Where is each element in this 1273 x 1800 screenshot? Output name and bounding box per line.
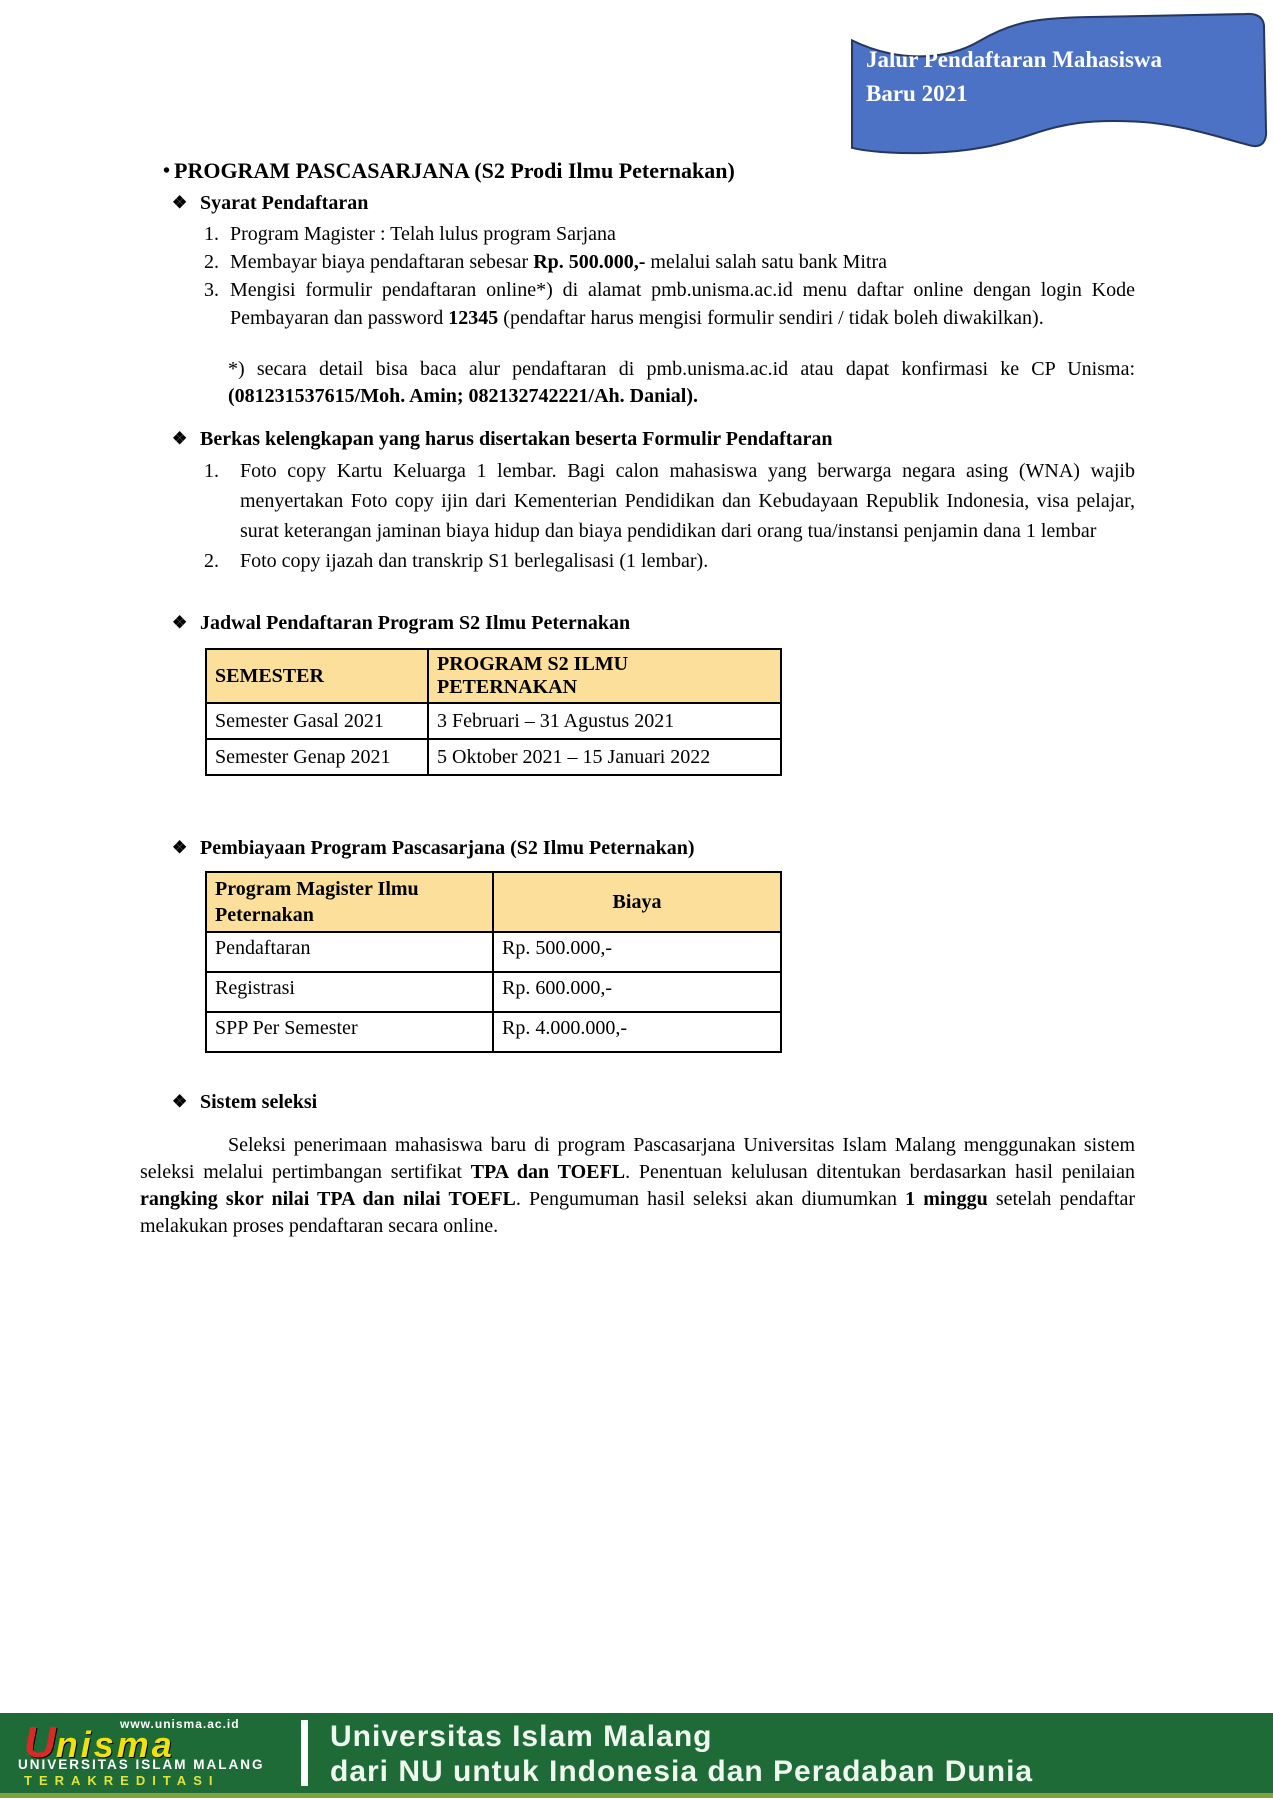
berkas-heading-row <box>140 426 1135 452</box>
list-item-text: Foto copy ijazah dan transkrip S1 berlegalisasi (1 lembar). <box>240 550 709 572</box>
table-cell: 3 Februari – 31 Agustus 2021 <box>428 703 781 739</box>
footer <box>0 1713 1273 1800</box>
table-cell: Rp. 600.000,- <box>493 972 781 1012</box>
list-number: 3. <box>204 279 219 301</box>
jadwal-table <box>205 648 782 776</box>
list-item-text: Foto copy Kartu Keluarga 1 lembar. Bagi calon mahasiswa yang berwarga negara asing (WNA) wajib menyertakan Foto copy ijin dari Kementerian Pendidikan dan Kebudayaan Republik Indonesia, visa pelajar, surat keterangan jaminan biaya hidup dan biaya pendidikan dari orang tua/instansi penjamin dana 1 lembar <box>240 460 1135 542</box>
logo-text-nisma: nisma <box>55 1724 175 1765</box>
table-row <box>206 932 781 972</box>
list-item-text: Program Magister : Telah lulus program Sarjana <box>230 223 616 245</box>
logo-accreditation: TERAKREDITASI <box>24 1773 220 1788</box>
syarat-heading: Syarat Pendaftaran <box>200 192 369 214</box>
list-item <box>140 248 1135 276</box>
document-content <box>140 158 1135 1240</box>
table-cell: Pendaftaran <box>206 932 493 972</box>
banner-title-line1: Jalur Pendaftaran Mahasiswa <box>866 47 1163 72</box>
title-banner <box>848 10 1270 162</box>
table-row <box>206 739 781 775</box>
main-heading: PROGRAM PASCASARJANA (S2 Prodi Ilmu Peternakan) <box>174 158 735 183</box>
diamond-icon: ❖ <box>172 613 188 632</box>
table-header-cell: Biaya <box>493 872 781 932</box>
berkas-heading: Berkas kelengkapan yang harus disertakan beserta Formulir Pendaftaran <box>200 428 833 450</box>
logo-university-name: UNIVERSITAS ISLAM MALANG <box>18 1757 265 1772</box>
list-item <box>140 276 1135 332</box>
table-cell: SPP Per Semester <box>206 1012 493 1052</box>
table-header-cell: PROGRAM S2 ILMU PETERNAKAN <box>428 649 781 703</box>
banner-title-line2: Baru 2021 <box>866 81 968 106</box>
table-header-cell: Program Magister Ilmu Peternakan <box>206 872 493 932</box>
list-item <box>140 546 1135 576</box>
table-cell: Rp. 4.000.000,- <box>493 1012 781 1052</box>
table-cell: 5 Oktober 2021 – 15 Januari 2022 <box>428 739 781 775</box>
table-cell: Semester Gasal 2021 <box>206 703 428 739</box>
diamond-icon: ❖ <box>172 838 188 857</box>
list-item-text: Mengisi formulir pendaftaran online*) di alamat pmb.unisma.ac.id menu daftar online dengan login Kode Pembayaran dan password 12345 (pendaftar harus mengisi formulir sendiri / tidak boleh diwakilkan). <box>230 279 1135 329</box>
seleksi-paragraph: Seleksi penerimaan mahasiswa baru di program Pascasarjana Universitas Islam Malang menggunakan sistem seleksi melalui pertimbangan sertifikat TPA dan TOEFL. Penentuan kelulusan ditentukan berdasarkan hasil penilaian rangking skor nilai TPA dan nilai TOEFL. Pengumuman hasil seleksi akan diumumkan 1 minggu setelah pendaftar melakukan proses pendaftaran secara online. <box>140 1134 1135 1237</box>
logo-url-text: www.unisma.ac.id <box>120 1717 240 1731</box>
berkas-list <box>140 456 1135 576</box>
pembiayaan-table <box>205 871 782 1053</box>
seleksi-heading-row <box>140 1089 1135 1115</box>
list-number: 2. <box>204 251 219 273</box>
logo-letter-u: U <box>24 1718 56 1767</box>
diamond-icon: ❖ <box>172 1092 188 1111</box>
list-item <box>140 220 1135 248</box>
table-row <box>206 1012 781 1052</box>
list-item <box>140 456 1135 546</box>
footer-bar <box>0 1713 1273 1793</box>
table-row <box>206 703 781 739</box>
table-cell: Rp. 500.000,- <box>493 932 781 972</box>
syarat-heading-row <box>140 190 1135 216</box>
diamond-icon: ❖ <box>172 429 188 448</box>
table-row <box>206 972 781 1012</box>
seleksi-heading: Sistem seleksi <box>200 1091 318 1113</box>
list-item-text: Membayar biaya pendaftaran sebesar Rp. 500.000,- melalui salah satu bank Mitra <box>230 251 888 273</box>
banner-title <box>866 43 1246 111</box>
table-header-row <box>206 649 781 703</box>
bullet-icon: • <box>163 160 171 182</box>
pembiayaan-heading-row <box>140 835 1135 861</box>
footer-divider <box>301 1720 308 1786</box>
table-cell: Registrasi <box>206 972 493 1012</box>
footer-title-block <box>330 1719 1033 1789</box>
registration-note: *) secara detail bisa baca alur pendaftaran di pmb.unisma.ac.id atau dapat konfirmasi ke CP Unisma: (081231537615/Moh. Amin; 082132742221/Ah. Danial). <box>228 358 1135 407</box>
table-cell: Semester Genap 2021 <box>206 739 428 775</box>
footer-title: Universitas Islam Malang <box>330 1720 713 1753</box>
jadwal-heading-row <box>140 610 1135 636</box>
table-header-row <box>206 872 781 932</box>
table-header-cell: SEMESTER <box>206 649 428 703</box>
footer-subtitle: dari NU untuk Indonesia dan Peradaban Dunia <box>330 1755 1034 1788</box>
list-number: 1. <box>204 223 219 245</box>
syarat-list <box>140 220 1135 332</box>
main-heading-row <box>140 158 1135 184</box>
list-number: 2. <box>204 550 219 572</box>
list-number: 1. <box>204 460 219 482</box>
diamond-icon: ❖ <box>172 193 188 212</box>
jadwal-heading: Jadwal Pendaftaran Program S2 Ilmu Peternakan <box>200 612 631 634</box>
pembiayaan-heading: Pembiayaan Program Pascasarjana (S2 Ilmu Peternakan) <box>200 837 695 859</box>
footer-stripe <box>0 1793 1273 1798</box>
